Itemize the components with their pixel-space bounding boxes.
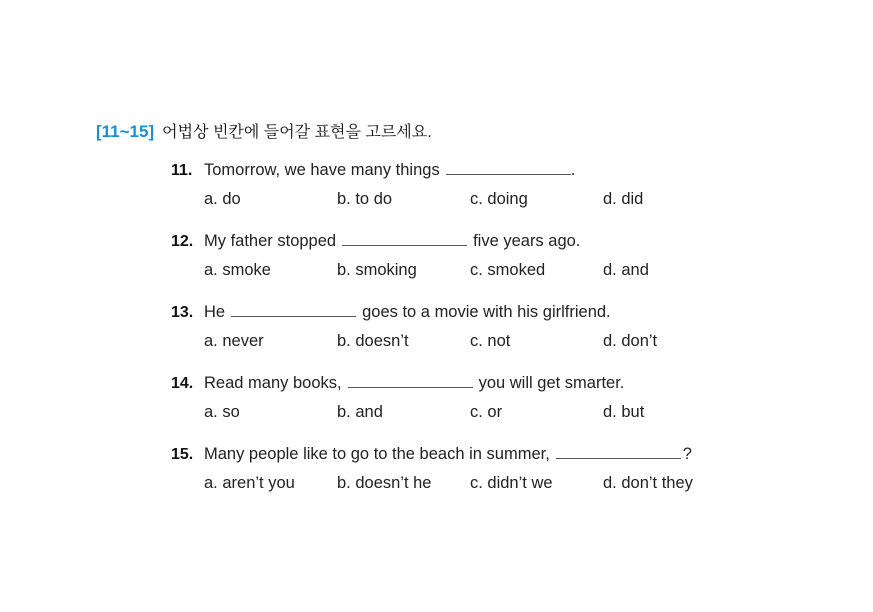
choice-d[interactable]: d. but [603,403,645,421]
question-text [204,302,611,322]
question-11 [171,160,771,209]
question-range: [11~15] [96,122,155,141]
question-number: 12. [171,233,194,250]
instruction-text: 어법상 빈칸에 들어갈 표현을 고르세요. [162,124,432,141]
question-14 [171,373,771,422]
question-text [204,231,580,251]
choice-b[interactable]: b. smoking [337,261,417,279]
answer-blank [348,373,473,388]
choice-list [204,190,771,209]
question-text-before: Tomorrow, we have many things [204,161,440,179]
question-text-before: Read many books, [204,374,342,392]
question-text [204,160,575,180]
answer-blank [342,231,467,246]
question-text [204,373,624,393]
question-text-before: My father stopped [204,232,337,250]
choice-c[interactable]: c. smoked [470,261,546,279]
question-number: 13. [171,304,194,321]
question-text-after: . [570,161,576,179]
question-12 [171,231,771,280]
question-number: 14. [171,375,194,392]
choice-a[interactable]: a. never [204,332,264,350]
choice-b[interactable]: b. to do [337,190,393,208]
choice-a[interactable]: a. smoke [204,261,271,279]
question-number: 15. [171,446,194,463]
choice-c[interactable]: c. or [470,403,503,421]
answer-blank [556,444,681,459]
question-15 [171,444,771,493]
choice-b[interactable]: b. doesn’t [337,332,409,350]
choice-c[interactable]: c. not [470,332,511,350]
choice-c[interactable]: c. didn’t we [470,474,553,492]
choice-list [204,261,771,280]
choice-d[interactable]: d. and [603,261,649,279]
choice-d[interactable]: d. don’t they [603,474,693,492]
question-text-after: goes to a movie with his girlfriend. [362,303,611,321]
choice-a[interactable]: a. do [204,190,241,208]
choice-list [204,474,771,493]
question-text-after: five years ago. [473,232,581,250]
choice-d[interactable]: d. don’t [603,332,658,350]
question-text-before: He [204,303,226,321]
question-text-before: Many people like to go to the beach in summer, [204,445,550,463]
section-header [96,119,432,142]
choice-a[interactable]: a. so [204,403,240,421]
answer-blank [446,160,571,175]
choice-c[interactable]: c. doing [470,190,528,208]
choice-a[interactable]: a. aren’t you [204,474,295,492]
choice-b[interactable]: b. doesn’t he [337,474,432,492]
question-number: 11. [171,162,193,179]
question-text-after: you will get smarter. [478,374,625,392]
question-text-after: ? [682,445,692,463]
question-text [204,444,692,464]
choice-list [204,403,771,422]
choice-list [204,332,771,351]
choice-d[interactable]: d. did [603,190,644,208]
answer-blank [231,302,356,317]
choice-b[interactable]: b. and [337,403,383,421]
question-13 [171,302,771,351]
